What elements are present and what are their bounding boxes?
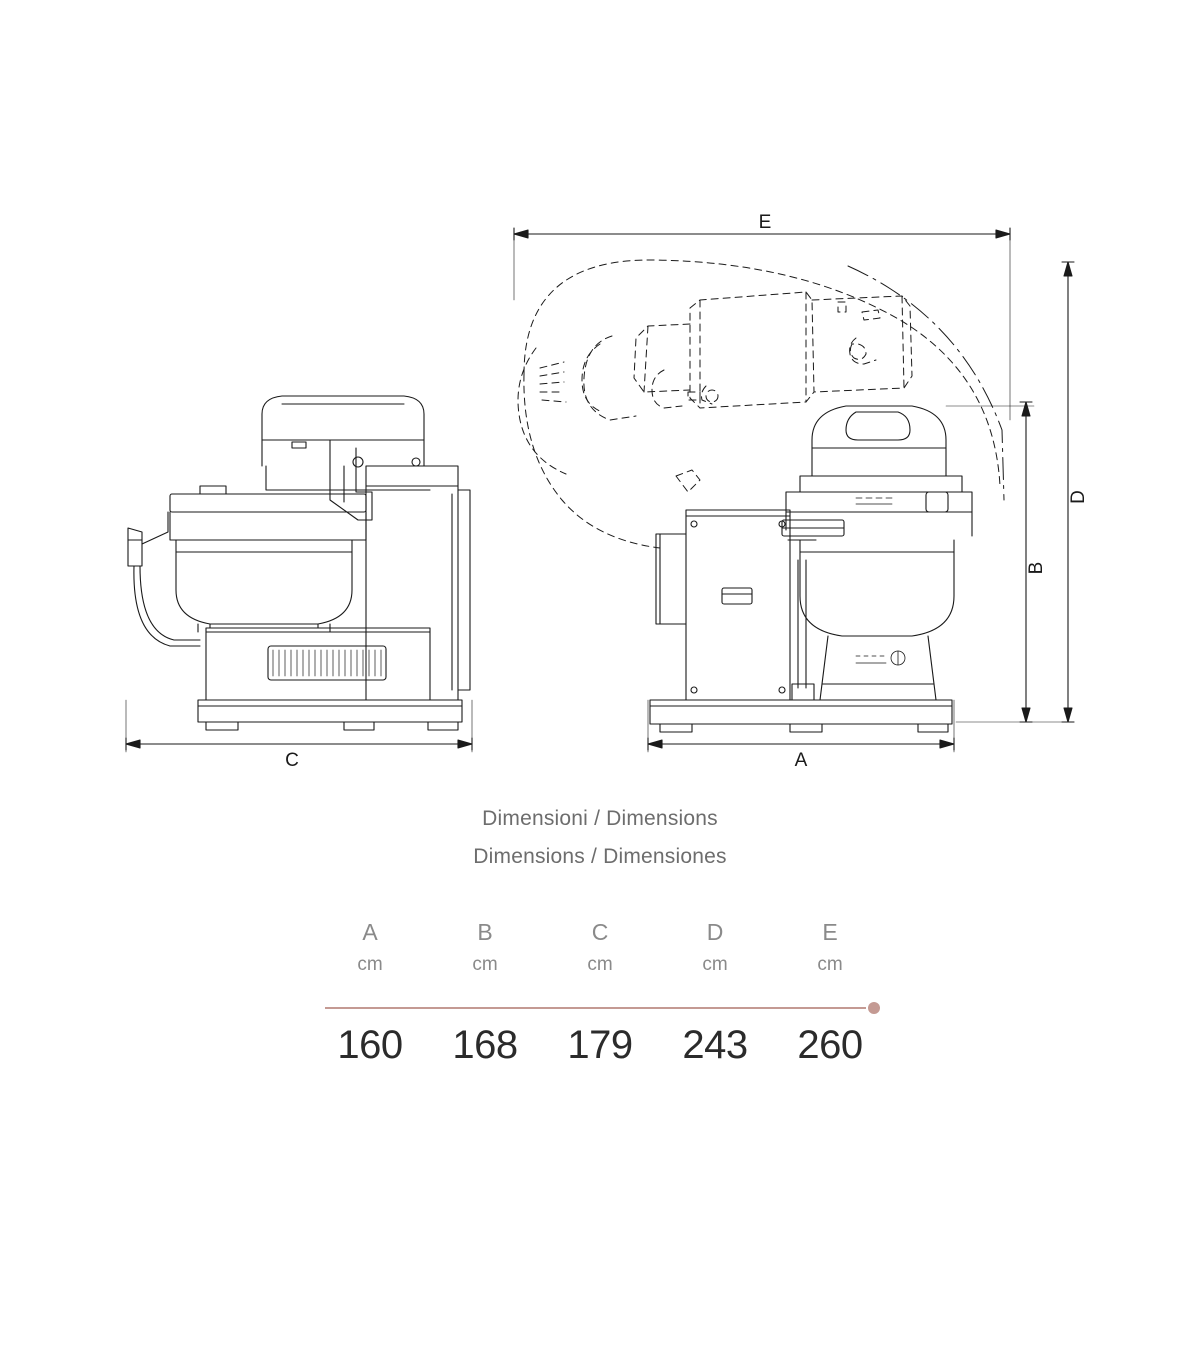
column-unit-e: cm [817,954,843,975]
dimension-value-a: 160 [337,1023,403,1067]
dimension-label-b: B [1026,561,1047,575]
accent-rule-dot [868,1002,880,1014]
caption-line-2: Dimensions / Dimensiones [473,845,727,868]
dimension-line-c [126,700,472,752]
dimension-line-e [514,228,1010,420]
column-unit-a: cm [357,954,383,975]
dimension-column-d [665,915,765,981]
column-unit-d: cm [702,954,728,975]
dimension-value-b: 168 [452,1023,518,1067]
dimension-label-e: E [758,212,772,233]
dimensions-table [320,915,880,1068]
dimension-line-a [648,700,954,752]
centerline-arc [848,266,1004,500]
dimension-column-e [780,915,880,981]
dimension-column-a [320,915,420,981]
tilted-head-phantom-view [518,292,912,492]
dimension-value-e: 260 [797,1023,863,1067]
dimension-value-d: 243 [682,1023,748,1067]
dimension-value-c: 179 [567,1023,633,1067]
accent-rule-line [325,1007,866,1009]
column-letter-b: B [477,919,493,945]
caption-line-1: Dimensioni / Dimensions [482,807,718,830]
accent-rule [320,1001,880,1015]
dimensions-table-header [320,915,880,981]
dimension-label-c: C [285,750,299,771]
dimension-line-b [946,402,1074,722]
brand-mark [856,498,892,504]
bowl-lift-swing-arc [524,260,1000,548]
dimension-column-c [550,915,650,981]
side-elevation-spiral-mixer [128,396,470,730]
column-letter-e: E [822,919,838,945]
column-unit-b: cm [472,954,498,975]
dimension-column-b [435,915,535,981]
column-unit-c: cm [587,954,613,975]
dimension-label-d: D [1068,490,1089,504]
front-elevation-spiral-mixer [650,406,972,732]
column-letter-a: A [362,919,378,945]
dimension-label-a: A [794,750,808,771]
column-letter-d: D [706,919,724,945]
dimensions-caption [0,800,1200,876]
column-letter-c: C [591,919,609,945]
dimensions-table-values [320,1023,880,1068]
